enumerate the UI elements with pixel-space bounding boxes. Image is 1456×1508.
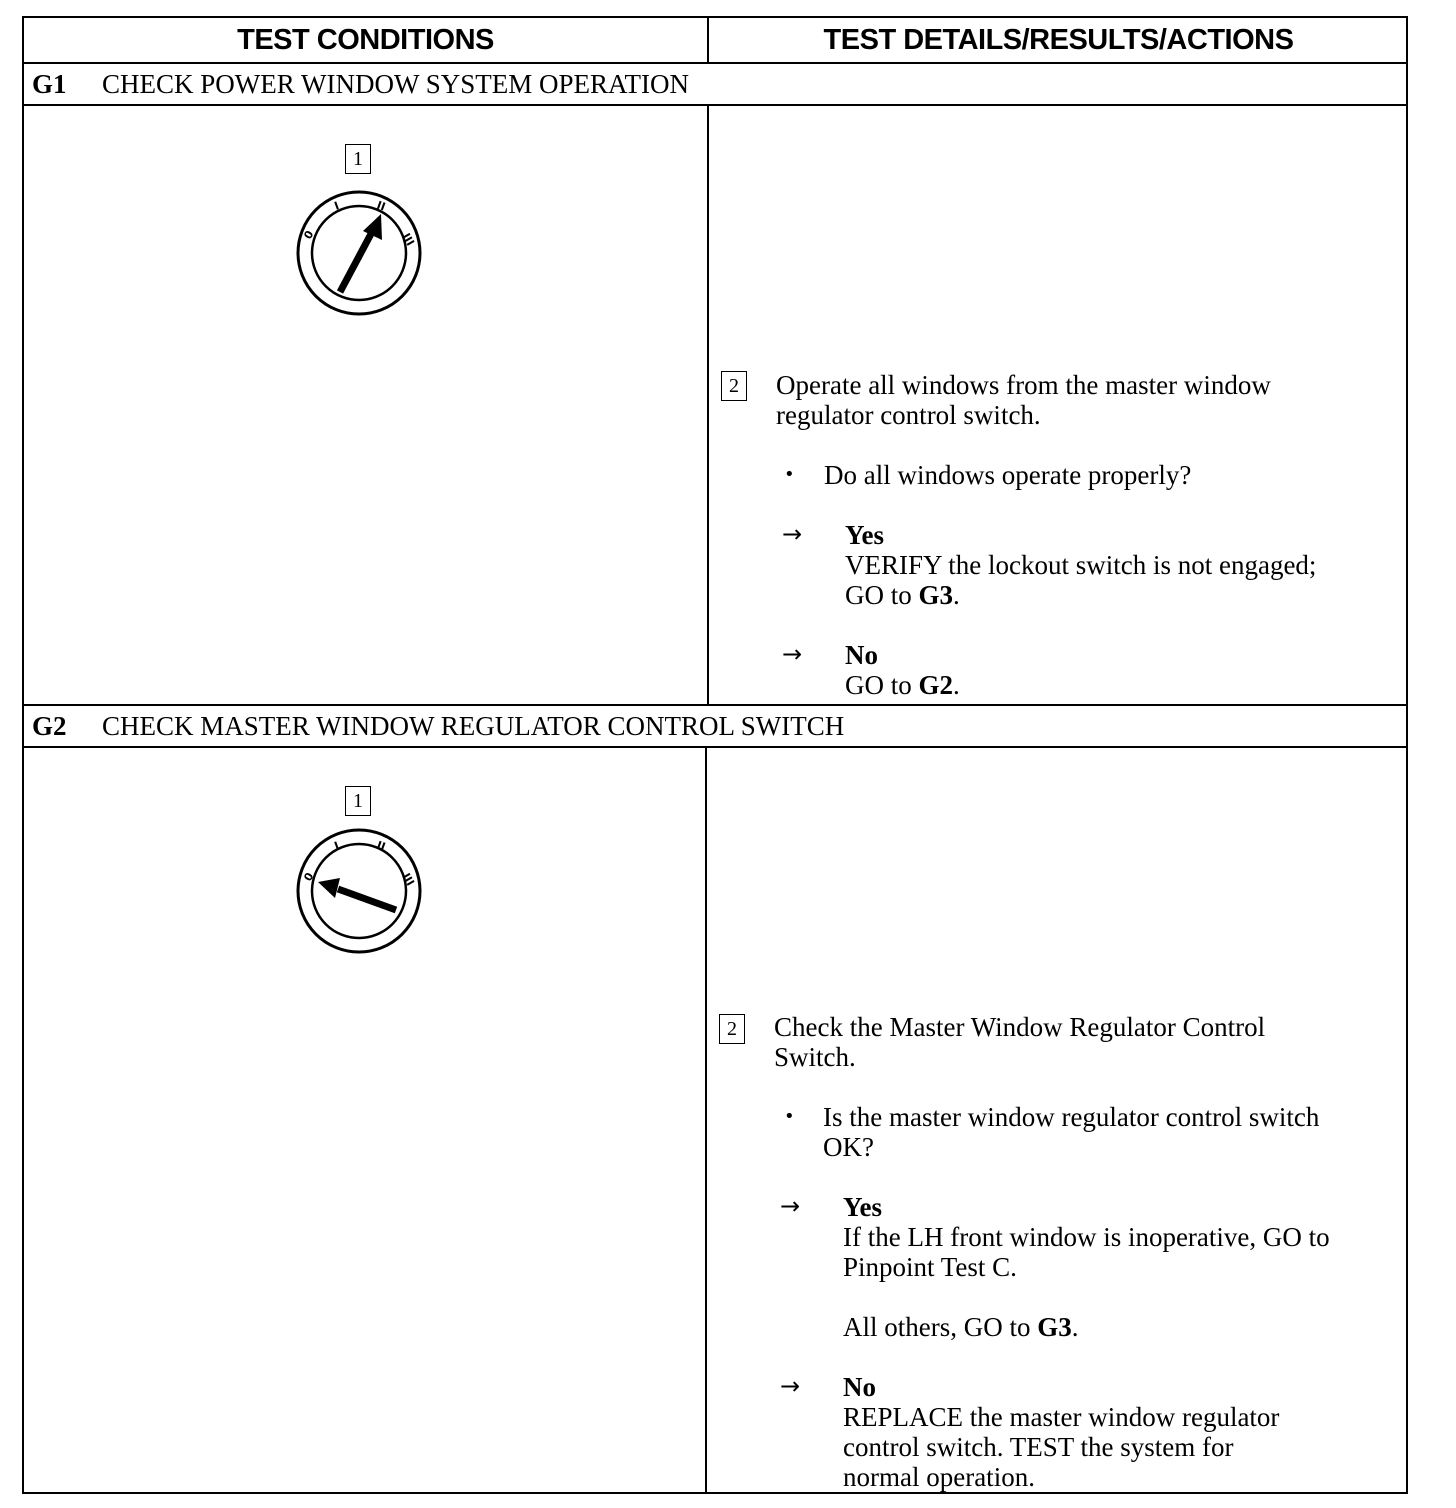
step-g2-detail-number: 2 [719,1014,745,1044]
svg-text:0: 0 [301,228,317,242]
step-g1-id: G1 [32,68,67,99]
step-g1-no-result: No GO to G2. [845,640,960,700]
step-g1-condition-number: 1 [345,144,371,174]
svg-text:III: III [399,871,417,889]
header-test-conditions: TEST CONDITIONS [237,23,494,56]
arrow-right-icon: → [782,520,803,548]
step-g1-yes-result: Yes VERIFY the lockout switch is not engaged; GO to G3. [845,520,1317,610]
divider [24,746,1406,748]
step-g1-detail-number: 2 [721,371,747,401]
step-g2-no-result: No REPLACE the master window regulator control switch. TEST the system for normal operation. [843,1372,1280,1492]
svg-text:III: III [399,231,417,249]
step-g2-yes-result: Yes If the LH front window is inoperative, GO to Pinpoint Test C. All others, GO to G3. [843,1192,1330,1342]
ignition-switch-run-icon [294,188,424,318]
divider [707,104,709,706]
svg-text:I: I [332,839,341,853]
header-test-details: TEST DETAILS/RESULTS/ACTIONS [823,23,1294,56]
step-g1-title: CHECK POWER WINDOW SYSTEM OPERATION [102,68,690,99]
step-g1-instruction: Operate all windows from the master window regulator control switch. [776,370,1271,430]
step-g2-question: Is the master window regulator control switch OK? [823,1102,1320,1162]
step-g2-title: CHECK MASTER WINDOW REGULATOR CONTROL SWITCH [102,710,845,741]
step-g2-title-row [32,706,844,746]
arrow-right-icon: → [780,1372,801,1400]
ignition-switch-off-icon [294,826,424,956]
step-g2-id: G2 [32,710,67,741]
arrow-right-icon: → [780,1192,801,1220]
svg-text:0: 0 [301,870,317,884]
arrow-right-icon: → [782,640,803,668]
test-table [22,16,1408,1494]
svg-text:II: II [374,838,388,854]
step-g2-instruction: Check the Master Window Regulator Control Switch. [774,1012,1266,1072]
divider [24,104,1406,106]
svg-text:II: II [374,198,388,214]
svg-text:I: I [332,199,341,213]
bullet-icon: • [784,1106,795,1127]
divider [705,746,707,1492]
divider [707,18,709,64]
step-g1-question: Do all windows operate properly? [824,460,1192,490]
step-g2-condition-number: 1 [345,786,371,816]
step-g1-title-row [32,64,689,104]
bullet-icon: • [784,464,795,485]
